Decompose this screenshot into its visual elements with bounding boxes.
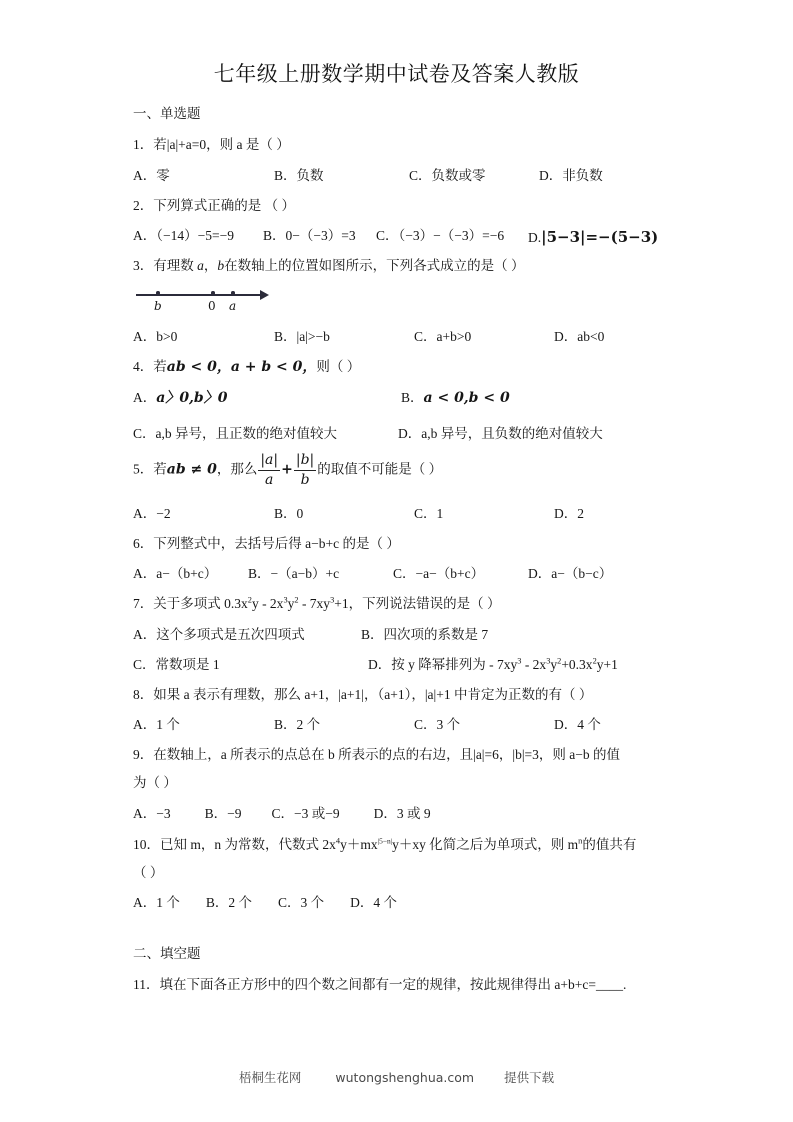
option-a[interactable]: A．零 — [133, 167, 170, 183]
option-d[interactable]: D．2 — [554, 505, 584, 521]
question-4-options-row1 — [133, 387, 693, 413]
stem-prefix: 4．若 — [133, 359, 167, 375]
stem-suffix: 的取值不可能是（ ） — [317, 462, 443, 478]
stem-suffix: 在数轴上的位置如图所示，下列各式成立的是（ ） — [224, 258, 525, 274]
exponent: 3 — [283, 595, 288, 605]
question-4-stem — [133, 356, 693, 378]
option-d[interactable]: D．3 或 9 — [373, 805, 431, 821]
arrow-right-icon — [260, 290, 269, 300]
option-b[interactable]: B．0 — [274, 505, 304, 521]
stem-expression: ab < 0，a + b < 0， — [166, 359, 317, 376]
stem-part-1: 10．已知 m，n 为常数，代数式 2x — [133, 837, 336, 853]
option-d-suffix: y+1 — [596, 656, 618, 672]
variable-a: a — [197, 258, 204, 274]
option-c[interactable]: C．a,b 异号，且正数的绝对值较大 — [133, 426, 337, 442]
option-d-term-3: y — [550, 656, 558, 672]
question-2-stem: 2．下列算式正确的是 （ ） — [133, 197, 295, 213]
option-b[interactable]: B．2 个 — [205, 895, 253, 911]
section-heading-multiple-choice: 一、单选题 — [133, 106, 201, 121]
question-5-stem — [133, 453, 693, 488]
stem-prefix: 5．若 — [133, 462, 167, 478]
exponent: 3 — [330, 595, 335, 605]
exponent: 3 — [517, 656, 522, 666]
option-b[interactable]: B．0−（−3）=3 — [263, 228, 356, 244]
fraction-denominator: b — [300, 471, 310, 488]
option-d[interactable] — [368, 654, 618, 676]
option-a[interactable]: A．（−14）−5=−9 — [133, 228, 234, 244]
stem-prefix: 3．有理数 — [133, 258, 198, 274]
option-a-expression: a〉0,b〉0 — [156, 390, 228, 407]
fraction-abs-b-over-b — [294, 452, 316, 487]
question-9-options — [133, 803, 693, 825]
stem-expression: ab ≠ 0 — [166, 462, 217, 479]
option-d[interactable]: D．a,b 异号，且负数的绝对值较大 — [398, 426, 603, 442]
question-5-options — [133, 503, 693, 523]
stem-term-2: y - 2x — [251, 596, 284, 612]
option-b[interactable]: B．2 个 — [274, 717, 321, 733]
option-d[interactable]: D．ab<0 — [554, 329, 605, 345]
option-c[interactable]: C．1 — [414, 505, 444, 521]
footer-site-name: 梧桐生花网 — [238, 1070, 302, 1085]
option-b[interactable]: B．−（a−b）+c — [248, 566, 340, 582]
option-a[interactable]: A．这个多项式是五次四项式 — [133, 626, 305, 642]
question-3-options — [133, 326, 693, 346]
plus-sign: + — [281, 462, 293, 479]
footer-action[interactable]: 提供下载 — [504, 1070, 555, 1085]
fraction-numerator: |a| — [258, 452, 280, 470]
option-d[interactable]: D．4 个 — [350, 895, 398, 911]
option-d-term-2: - 2x — [521, 656, 547, 672]
question-10-options — [133, 892, 693, 914]
stem-part-3: y＋xy 化简之后为单项式，则 m — [392, 837, 579, 853]
option-d[interactable]: D．a−（b−c） — [528, 566, 613, 582]
number-line-label-a: a — [229, 299, 237, 314]
exponent: 2 — [247, 595, 252, 605]
exponent: 3 — [546, 656, 551, 666]
option-d[interactable] — [528, 225, 658, 249]
exponent-abs-5-minus-n: |5−n| — [377, 836, 393, 846]
question-10-stem-line2: （ ） — [133, 864, 164, 880]
question-3-stem — [133, 255, 693, 277]
option-b[interactable]: B．|a|>−b — [274, 329, 330, 345]
option-d[interactable]: D．非负数 — [539, 167, 603, 183]
stem-part-4: 的值共有 — [582, 837, 637, 853]
fraction-abs-a-over-a — [258, 452, 280, 487]
option-a-label: A． — [133, 390, 157, 406]
option-a[interactable]: A．−3 — [133, 805, 171, 821]
stem-prefix: 7．关于多项式 0.3x — [133, 596, 248, 612]
stem-suffix: +1，下列说法错误的是（ ） — [334, 596, 501, 612]
option-a[interactable]: A．1 个 — [133, 895, 180, 911]
option-c[interactable]: C．（−3）−（−3）=−6 — [376, 228, 505, 244]
stem-separator: ， — [203, 258, 218, 274]
option-c[interactable]: C．负数或零 — [409, 167, 486, 183]
number-line-point-zero — [211, 291, 215, 295]
number-line-point-b — [156, 291, 160, 295]
question-2-options — [133, 225, 693, 245]
option-b[interactable] — [401, 387, 510, 409]
question-1-options — [133, 165, 693, 185]
option-a[interactable]: A．1 个 — [133, 717, 180, 733]
exponent: 2 — [557, 656, 562, 666]
option-b[interactable]: B．负数 — [274, 167, 324, 183]
option-d-prefix: D．按 y 降幂排列为 - 7xy — [368, 656, 518, 672]
section-heading-fill-blank: 二、填空题 — [133, 945, 201, 961]
number-line-axis — [136, 294, 262, 296]
exponent: 4 — [335, 836, 341, 846]
option-d[interactable]: D．4 个 — [554, 717, 601, 733]
stem-term-4: - 7xy — [298, 596, 331, 612]
question-7-stem — [133, 593, 693, 615]
variable-b: b — [217, 258, 225, 274]
option-b[interactable]: B．−9 — [204, 805, 242, 821]
number-line-point-a — [231, 291, 235, 295]
option-a[interactable] — [133, 387, 227, 409]
exponent: n — [578, 836, 583, 846]
option-c[interactable]: C．3 个 — [278, 895, 325, 911]
question-10-stem-line1 — [133, 834, 693, 856]
stem-mid: ，那么 — [216, 462, 258, 478]
number-line-label-zero: 0 — [208, 299, 216, 314]
option-c[interactable]: C．3 个 — [414, 717, 461, 733]
section-gap — [133, 924, 693, 944]
fraction-denominator: a — [265, 471, 274, 488]
stem-part-2: y＋mx — [340, 837, 378, 853]
number-line-figure — [136, 286, 693, 320]
question-1-stem: 1．若|a|+a=0，则 a 是（ ） — [133, 137, 290, 153]
option-c[interactable]: C．−3 或−9 — [271, 805, 340, 821]
option-b-label: B． — [401, 390, 424, 406]
document-body — [133, 104, 693, 1005]
question-9-stem-line1: 9．在数轴上，a 所表示的点总在 b 所表示的点的右边，且|a|=6，|b|=3，则 a−b 的值 — [133, 747, 621, 763]
option-c[interactable]: C．a+b>0 — [414, 329, 472, 345]
footer-domain[interactable]: wutongshenghua.com — [335, 1070, 475, 1085]
option-a[interactable]: A．−2 — [133, 505, 171, 521]
option-d-label: D. — [528, 230, 542, 246]
stem-suffix: 则（ ） — [316, 359, 361, 375]
option-b[interactable]: B．四次项的系数是 7 — [361, 626, 489, 642]
option-c[interactable]: C．常数项是 1 — [133, 656, 220, 672]
option-a[interactable]: A．a−（b+c） — [133, 566, 218, 582]
option-d-term-4: +0.3x — [561, 656, 593, 672]
question-7-options-row1 — [133, 624, 693, 644]
option-a[interactable]: A．b>0 — [133, 329, 178, 345]
question-8-options — [133, 714, 693, 734]
question-11-stem: 11．填在下面各正方形中的四个数之间都有一定的规律，按此规律得出 a+b+c=____. — [133, 977, 627, 993]
option-c[interactable]: C．−a−（b+c） — [393, 566, 485, 582]
fraction-numerator: |b| — [294, 452, 316, 470]
exponent: 2 — [592, 656, 597, 666]
page-title: 七年级上册数学期中试卷及答案人教版 — [213, 62, 580, 86]
option-b-expression: a < 0,b < 0 — [423, 390, 510, 407]
question-9-stem-line2: 为（ ） — [133, 774, 177, 790]
option-d-expression: |5−3|=−(5−3) — [541, 228, 659, 247]
number-line-label-b: b — [154, 299, 162, 314]
exponent: 2 — [294, 595, 299, 605]
question-7-options-row2 — [133, 654, 693, 674]
question-4-options-row2 — [133, 423, 693, 443]
question-6-stem: 6．下列整式中，去括号后得 a−b+c 的是（ ） — [133, 535, 400, 551]
stem-term-3: y — [287, 596, 295, 612]
question-8-stem: 8．如果 a 表示有理数，那么 a+1，|a+1|，（a+1），|a|+1 中肯定为正数的有（ ） — [133, 686, 593, 702]
question-6-options — [133, 563, 693, 583]
page-footer — [0, 1068, 793, 1086]
